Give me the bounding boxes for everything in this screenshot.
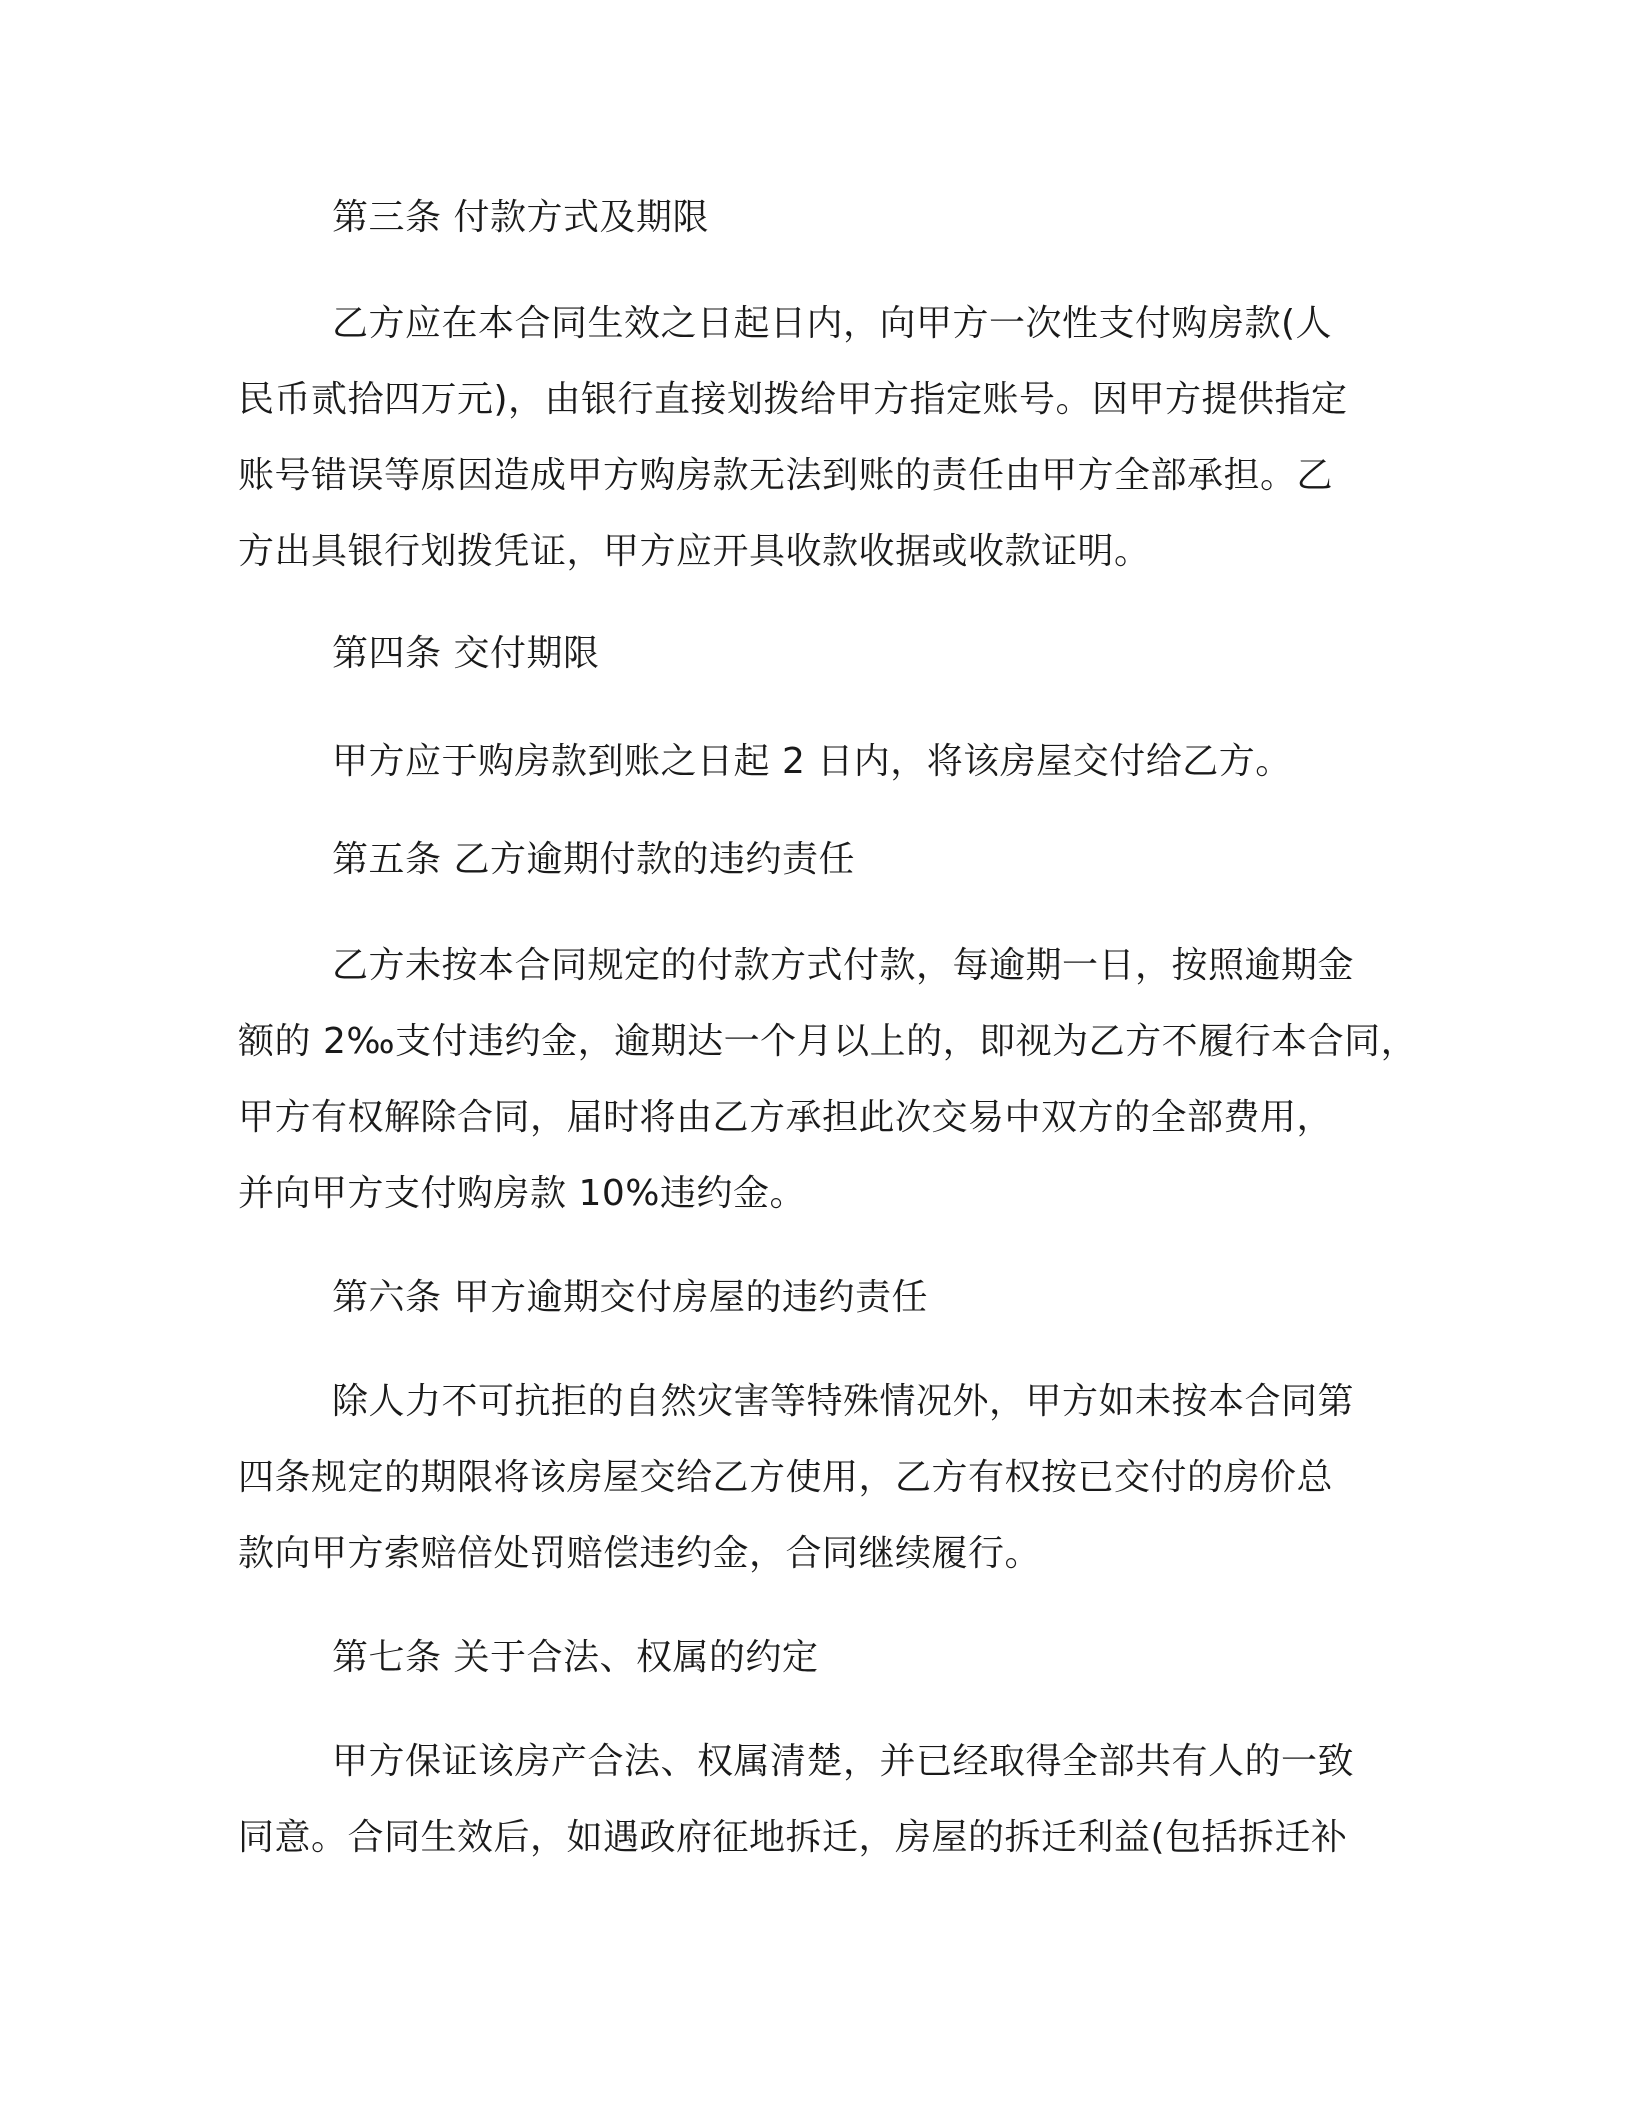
section-heading-4: 第四条 交付期限 — [332, 633, 600, 674]
paragraph-line: 款向甲方索赔倍处罚赔偿违约金，合同继续履行。 — [238, 1533, 1042, 1574]
paragraph-line: 方出具银行划拨凭证，甲方应开具收款收据或收款证明。 — [238, 531, 1151, 572]
paragraph-line: 乙方应在本合同生效之日起日内，向甲方一次性支付购房款(人 — [332, 303, 1333, 344]
paragraph-line: 同意。合同生效后，如遇政府征地拆迁，房屋的拆迁利益(包括拆迁补 — [238, 1817, 1348, 1858]
section-heading-5: 第五条 乙方逾期付款的违约责任 — [332, 839, 855, 880]
paragraph-line: 额的 2‰支付违约金，逾期达一个月以上的，即视为乙方不履行本合同， — [238, 1021, 1418, 1062]
paragraph-line: 账号错误等原因造成甲方购房款无法到账的责任由甲方全部承担。乙 — [238, 455, 1334, 496]
paragraph-line: 乙方未按本合同规定的付款方式付款，每逾期一日，按照逾期金 — [332, 945, 1355, 986]
paragraph-line: 甲方保证该房产合法、权属清楚，并已经取得全部共有人的一致 — [332, 1741, 1355, 1782]
section-heading-3: 第三条 付款方式及期限 — [332, 197, 709, 238]
paragraph-line: 民币贰拾四万元)，由银行直接划拨给甲方指定账号。因甲方提供指定 — [238, 379, 1348, 420]
section-heading-7: 第七条 关于合法、权属的约定 — [332, 1637, 819, 1678]
paragraph-line: 甲方应于购房款到账之日起 2 日内，将该房屋交付给乙方。 — [332, 741, 1292, 782]
paragraph-line: 并向甲方支付购房款 10%违约金。 — [238, 1173, 806, 1214]
paragraph-line: 四条规定的期限将该房屋交给乙方使用，乙方有权按已交付的房价总 — [238, 1457, 1334, 1498]
section-heading-6: 第六条 甲方逾期交付房屋的违约责任 — [332, 1277, 928, 1318]
paragraph-line: 除人力不可抗拒的自然灾害等特殊情况外，甲方如未按本合同第 — [332, 1381, 1355, 1422]
paragraph-line: 甲方有权解除合同，届时将由乙方承担此次交易中双方的全部费用， — [238, 1097, 1334, 1138]
